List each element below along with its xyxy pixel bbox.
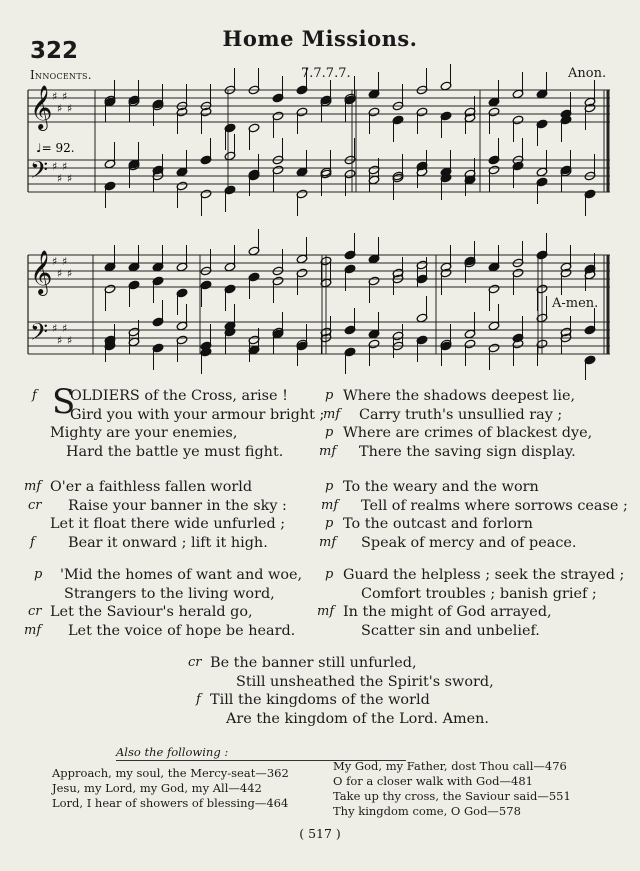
verse-line: Mighty are your enemies,	[50, 425, 238, 442]
dynamic-mark: mf	[321, 497, 339, 513]
verse-line: Let it float there wide unfurled ;	[50, 516, 286, 533]
verse-line: Let the Saviour's herald go,	[50, 604, 253, 621]
drop-cap: S	[52, 382, 76, 422]
verse-line: Where the shadows deepest lie,	[343, 388, 576, 404]
verse-line: Still unsheathed the Spirit's sword,	[236, 673, 494, 690]
dynamic-mark: p	[325, 479, 334, 494]
sharp-icon: ♯	[62, 160, 68, 173]
verse-line: Raise your banner in the sky :	[68, 497, 287, 514]
list-item: Thy kingdom come, O God—578	[333, 804, 521, 818]
verse-line: O'er a faithless fallen world	[50, 479, 253, 495]
hymn-number: 322	[30, 38, 79, 64]
dynamic-mark: cr	[28, 604, 42, 620]
sharp-icon: ♯	[62, 255, 68, 268]
verse-line: Speak of mercy and of peace.	[361, 534, 577, 551]
sharp-icon: ♯	[52, 322, 58, 335]
verse-line: OLDIERS of the Cross, arise !	[70, 388, 288, 404]
verse-4	[319, 387, 623, 461]
list-item: Lord, I hear of showers of blessing—464	[52, 796, 289, 810]
list-item: Approach, my soul, the Mercy-seat—362	[52, 766, 289, 780]
verse-line: Are the kingdom of the Lord. Amen.	[226, 710, 489, 727]
sharp-icon: ♯	[52, 90, 58, 103]
dynamic-mark: f	[32, 388, 37, 403]
amen-label: A-men.	[552, 296, 599, 311]
clefs	[30, 85, 72, 351]
verse-line: Tell of realms where sorrows cease ;	[361, 497, 628, 514]
verse-6	[317, 566, 625, 640]
verse-5	[319, 478, 628, 552]
dynamic-mark: f	[30, 534, 35, 550]
verse-line: Hard the battle ye must fight.	[66, 443, 284, 460]
dynamic-mark: mf	[319, 443, 337, 459]
list-item: Take up thy cross, the Saviour said—551	[333, 789, 571, 803]
verse-line: Comfort troubles ; banish grief ;	[361, 585, 597, 602]
sharp-icon: ♯	[57, 334, 63, 347]
verse-7	[188, 654, 530, 728]
verse-line: To the weary and the worn	[343, 479, 539, 495]
bar-lines	[28, 90, 608, 354]
dynamic-mark: p	[325, 388, 334, 403]
verse-line: Till the kingdoms of the world	[210, 692, 430, 709]
treble-clef-icon: 𝄞	[30, 250, 53, 294]
sharp-icon: ♯	[67, 334, 73, 347]
verse-line: Gird you with your armour bright ;	[70, 406, 325, 423]
also-following-title: Also the following :	[116, 745, 229, 759]
verse-line: Scatter sin and unbelief.	[361, 622, 540, 639]
verse-3	[24, 566, 330, 640]
verse-1	[32, 382, 330, 461]
dynamic-mark: mf	[317, 604, 335, 620]
meter: 7.7.7.7.	[301, 66, 351, 81]
sharp-icon: ♯	[57, 267, 63, 280]
verse-line: Let the voice of hope be heard.	[68, 622, 296, 639]
dynamic-mark: cr	[188, 655, 202, 670]
treble-clef-icon: 𝄞	[30, 85, 53, 129]
list-item: Jesu, my Lord, my God, my All—442	[52, 781, 262, 795]
dynamic-mark: mf	[323, 406, 341, 422]
dynamic-mark: p	[325, 567, 334, 582]
dynamic-mark: f	[196, 692, 201, 708]
sharp-icon: ♯	[62, 90, 68, 103]
verse-line: Carry truth's unsullied ray ;	[359, 406, 563, 423]
verse-line: In the might of God arrayed,	[343, 604, 552, 621]
verse-line: Where are crimes of blackest dye,	[343, 425, 593, 442]
list-item: My God, my Father, dost Thou call—476	[333, 759, 567, 773]
dynamic-mark: mf	[24, 622, 42, 638]
dynamic-mark: p	[325, 425, 334, 441]
note-heads	[104, 64, 599, 380]
sharp-icon: ♯	[67, 172, 73, 185]
dynamic-mark: mf	[319, 534, 337, 550]
sharp-icon: ♯	[67, 102, 73, 115]
verse-line: To the outcast and forlorn	[343, 516, 533, 533]
bass-clef-icon: 𝄢	[30, 156, 49, 189]
staff-lines	[28, 90, 610, 354]
page-number: ( 517 )	[299, 826, 341, 841]
verse-line: Bear it onward ; lift it high.	[68, 534, 268, 551]
verse-2	[24, 478, 330, 552]
dynamic-mark: mf	[24, 479, 42, 494]
dynamic-mark: cr	[28, 497, 42, 513]
verse-line: There the saving sign display.	[359, 443, 576, 460]
dynamic-mark: p	[325, 516, 334, 532]
composer: Anon.	[568, 66, 607, 81]
sharp-icon: ♯	[57, 172, 63, 185]
sharp-icon: ♯	[52, 160, 58, 173]
music-score	[0, 0, 640, 380]
sharp-icon: ♯	[62, 322, 68, 335]
verse-line: 'Mid the homes of want and woe,	[60, 567, 303, 583]
also-list-right	[333, 759, 571, 819]
list-item: O for a closer walk with God—481	[333, 774, 533, 788]
sharp-icon: ♯	[57, 102, 63, 115]
also-list-left	[52, 766, 289, 811]
tune-name: Innocents.	[30, 68, 92, 82]
verse-line: Strangers to the living word,	[64, 585, 275, 602]
verse-line: Be the banner still unfurled,	[210, 655, 417, 671]
bass-clef-icon: 𝄢	[30, 318, 49, 351]
verse-line: Guard the helpless ; seek the strayed ;	[343, 567, 625, 583]
metronome-mark: ♩= 92.	[36, 141, 75, 155]
sharp-icon: ♯	[52, 255, 58, 268]
dynamic-mark: p	[34, 567, 43, 582]
sharp-icon: ♯	[67, 267, 73, 280]
section-heading: Home Missions.	[222, 26, 418, 51]
